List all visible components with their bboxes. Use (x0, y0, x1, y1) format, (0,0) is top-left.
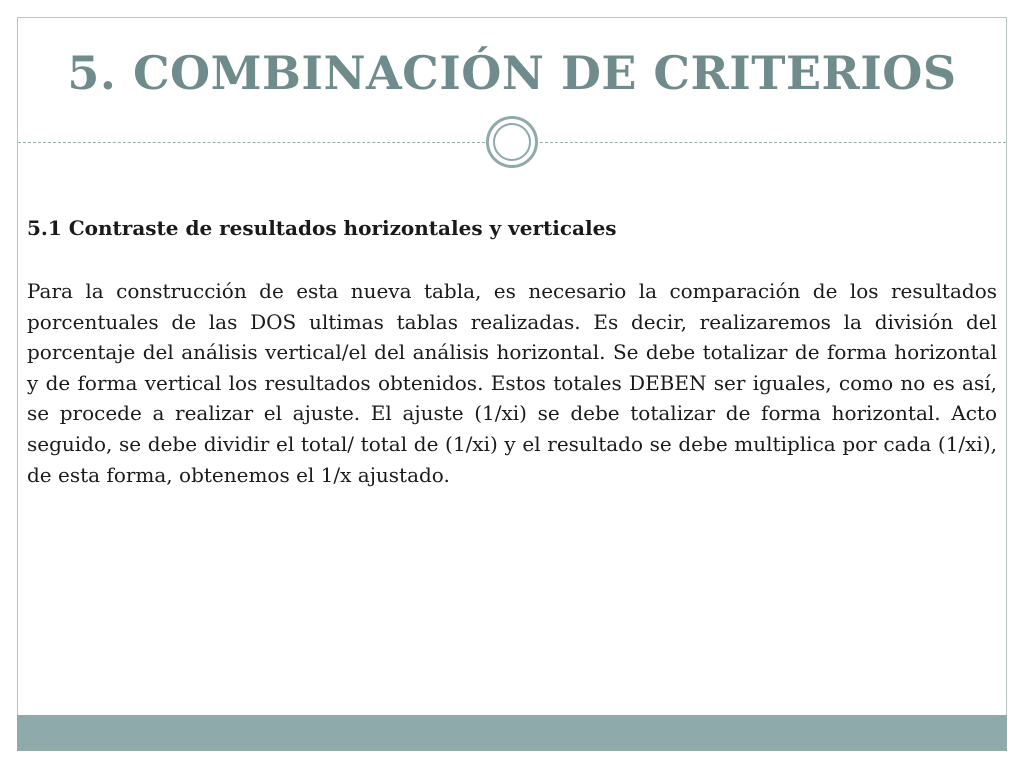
circle-ornament-inner (493, 123, 531, 161)
footer-bar (17, 715, 1007, 751)
body-paragraph: Para la construcción de esta nueva tabla, es necesario la comparación de los resultados porcentuales de las DOS ultimas tablas realizadas. Es decir, realizaremos la división del porcentaje del análisis vertical/el del análisis horizontal. Se debe totalizar de forma horizontal y de forma vertical los resultados obtenidos. Estos totales DEBEN ser iguales, como no es así, se procede a realizar el ajuste. El ajuste (1/xi) se debe totalizar de forma horizontal. Acto seguido, se debe dividir el total/ total de (1/xi) y el resultado se debe multiplica por cada (1/xi), de esta forma, obtenemos el 1/x ajustado. (27, 279, 997, 487)
circle-ornament-icon (486, 116, 538, 168)
slide-title: 5. COMBINACIÓN DE CRITERIOS (67, 46, 957, 100)
title-divider-right (540, 142, 1006, 143)
section-subheading: 5.1 Contraste de resultados horizontales y verticales (27, 216, 617, 240)
title-divider-left (18, 142, 485, 143)
